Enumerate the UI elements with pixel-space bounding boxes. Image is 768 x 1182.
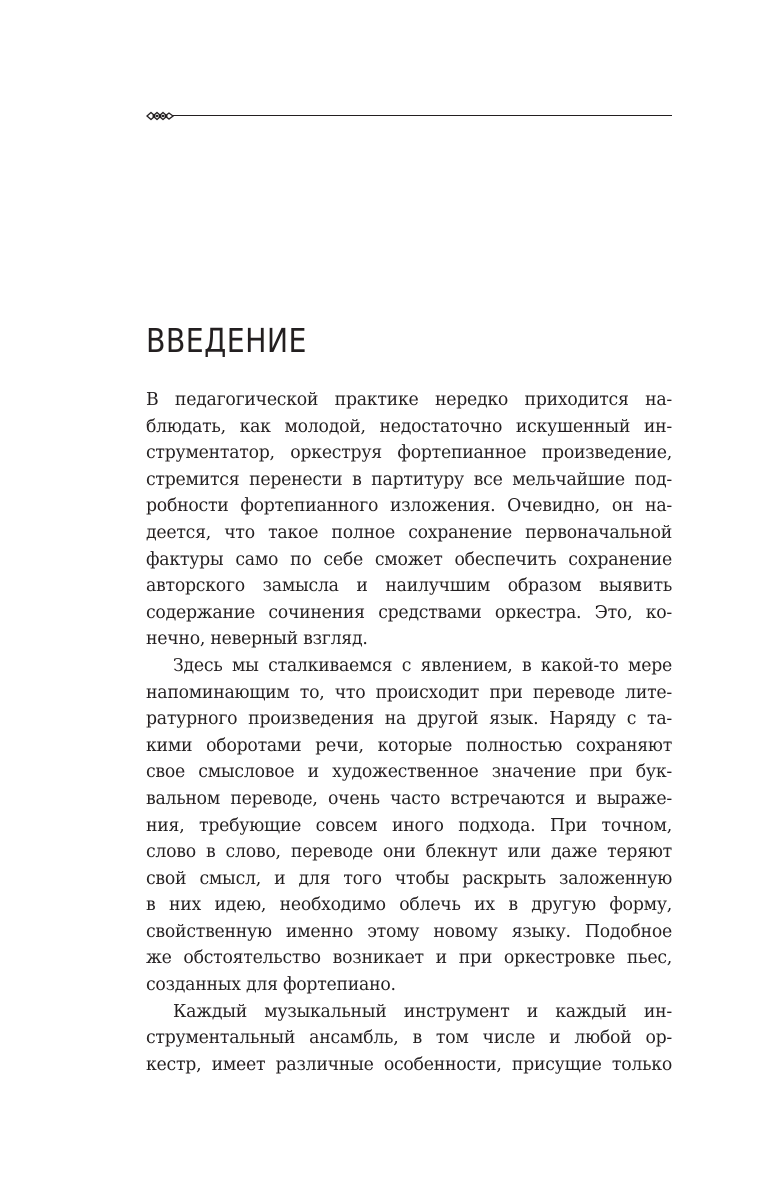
- text-line: свое смысловое и художественное значение при бук-: [146, 762, 672, 783]
- text-line: созданных для фортепиано.: [146, 975, 396, 996]
- text-line: струментатор, оркеструя фортепианное произведение,: [146, 443, 672, 464]
- text-line: В педагогической практике нередко приходится на-: [146, 390, 672, 410]
- text-line: нечно, неверный взгляд.: [146, 629, 368, 650]
- text-line: слово в слово, переводе они блекнут или даже теряют: [146, 842, 672, 863]
- text-line: фактуры само по себе сможет обеспечить сохранение: [146, 549, 672, 570]
- text-line: блюдать, как молодой, недостаточно искушенный ин-: [146, 416, 672, 437]
- header-line: [173, 115, 672, 116]
- text-line: свойственную именно этому новому языку. Подобное: [146, 921, 672, 942]
- text-line: в них идею, необходимо облечь их в другую форму,: [146, 895, 672, 916]
- text-line: содержание сочинения средствами оркестра. Это, ко-: [146, 602, 672, 623]
- text-line: напоминающим то, что происходит при переводе лите-: [146, 682, 672, 703]
- paragraph-3: [146, 999, 672, 1079]
- text-line: вальном переводе, очень часто встречаются и выраже-: [146, 788, 672, 809]
- text-line: ния, требующие совсем иного подхода. При точном,: [146, 815, 672, 836]
- text-line: стремится перенести в партитуру все мельчайшие под-: [146, 469, 672, 490]
- body-text: [146, 387, 672, 1078]
- header-rule: [146, 109, 672, 123]
- ornament-icon: [146, 109, 174, 123]
- text-line: кими оборотами речи, которые полностью сохраняют: [146, 735, 672, 756]
- chapter-title: ВВЕДЕНИЕ: [146, 321, 307, 360]
- text-line: струментальный ансамбль, в том числе и любой ор-: [146, 1028, 672, 1049]
- text-line: ратурного произведения на другой язык. Наряду с та-: [146, 709, 672, 730]
- text-line: же обстоятельство возникает и при оркестровке пьес,: [146, 948, 672, 969]
- text-line: Каждый музыкальный инструмент и каждый ин-: [173, 1001, 672, 1022]
- text-line: свой смысл, и для того чтобы раскрыть заложенную: [146, 868, 672, 889]
- text-line: робности фортепианного изложения. Очевидно, он на-: [146, 496, 672, 517]
- text-line: кестр, имеет различные особенности, присущие только: [146, 1054, 672, 1075]
- paragraph-1: [146, 387, 672, 653]
- text-line: Здесь мы сталкиваемся с явлением, в какой-то мере: [173, 655, 672, 676]
- text-line: авторского замысла и наилучшим образом выявить: [146, 576, 672, 597]
- text-line: деется, что такое полное сохранение первоначальной: [146, 522, 672, 543]
- paragraph-2: [146, 653, 672, 999]
